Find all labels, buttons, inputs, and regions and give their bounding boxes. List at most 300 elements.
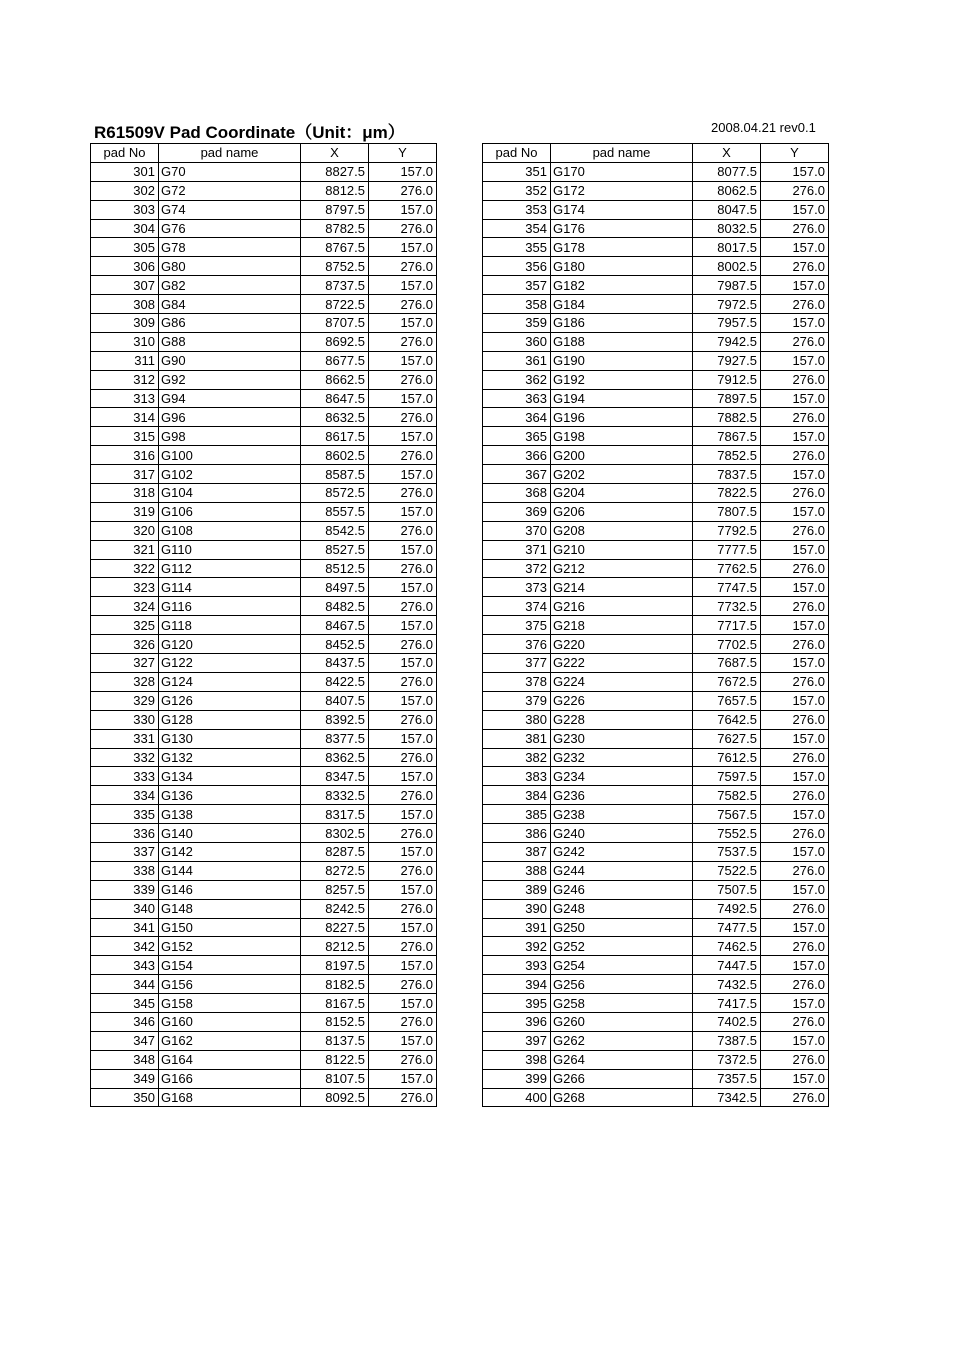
x-coord-cell: 8707.5 (301, 314, 369, 333)
table-row (91, 994, 437, 1013)
table-row (483, 332, 829, 351)
pad-name-cell: G224 (551, 672, 693, 691)
pad-no-cell: 389 (483, 880, 551, 899)
x-coord-cell: 8287.5 (301, 842, 369, 861)
pad-name-cell: G184 (551, 295, 693, 314)
table-row (483, 389, 829, 408)
pad-name-cell: G206 (551, 502, 693, 521)
pad-name-cell: G208 (551, 521, 693, 540)
x-coord-cell: 7882.5 (693, 408, 761, 427)
table-row (483, 994, 829, 1013)
table-row (91, 238, 437, 257)
pad-no-cell: 352 (483, 181, 551, 200)
x-coord-cell: 8812.5 (301, 181, 369, 200)
x-coord-cell: 8722.5 (301, 295, 369, 314)
pad-name-cell: G148 (159, 899, 301, 918)
x-coord-cell: 8092.5 (301, 1088, 369, 1107)
pad-name-cell: G102 (159, 465, 301, 484)
pad-name-cell: G204 (551, 484, 693, 503)
pad-name-cell: G210 (551, 540, 693, 559)
pad-name-cell: G216 (551, 597, 693, 616)
y-coord-cell: 157.0 (761, 540, 829, 559)
pad-no-cell: 326 (91, 635, 159, 654)
x-coord-cell: 7492.5 (693, 899, 761, 918)
table-row (483, 1050, 829, 1069)
pad-no-cell: 333 (91, 767, 159, 786)
y-coord-cell: 157.0 (761, 918, 829, 937)
x-coord-cell: 8497.5 (301, 578, 369, 597)
pad-name-cell: G70 (159, 162, 301, 181)
pad-no-cell: 368 (483, 484, 551, 503)
x-coord-cell: 7462.5 (693, 937, 761, 956)
pad-name-cell: G256 (551, 975, 693, 994)
pad-no-cell: 337 (91, 842, 159, 861)
pad-name-cell: G158 (159, 994, 301, 1013)
x-coord-cell: 8797.5 (301, 200, 369, 219)
x-coord-cell: 7732.5 (693, 597, 761, 616)
table-header-row (483, 144, 829, 163)
table-row (91, 200, 437, 219)
pad-table-left (90, 143, 437, 1107)
x-coord-cell: 7792.5 (693, 521, 761, 540)
x-coord-cell: 8572.5 (301, 484, 369, 503)
pad-name-cell: G240 (551, 824, 693, 843)
pad-no-cell: 330 (91, 710, 159, 729)
pad-no-cell: 382 (483, 748, 551, 767)
y-coord-cell: 276.0 (369, 521, 437, 540)
pad-name-cell: G130 (159, 729, 301, 748)
pad-name-cell: G116 (159, 597, 301, 616)
pad-no-cell: 357 (483, 276, 551, 295)
x-coord-cell: 8512.5 (301, 559, 369, 578)
pad-no-cell: 325 (91, 616, 159, 635)
y-coord-cell: 157.0 (369, 842, 437, 861)
y-coord-cell: 157.0 (369, 880, 437, 899)
table-row (91, 540, 437, 559)
table-row (91, 559, 437, 578)
x-coord-cell: 8077.5 (693, 162, 761, 181)
pad-name-cell: G100 (159, 446, 301, 465)
pad-name-cell: G202 (551, 465, 693, 484)
pad-no-cell: 311 (91, 351, 159, 370)
table-row (483, 937, 829, 956)
table-row (91, 956, 437, 975)
table-row (91, 1088, 437, 1107)
pad-name-cell: G138 (159, 805, 301, 824)
table-row (483, 1012, 829, 1031)
x-coord-cell: 7687.5 (693, 654, 761, 673)
pad-no-cell: 363 (483, 389, 551, 408)
pad-no-cell: 305 (91, 238, 159, 257)
pad-no-cell: 350 (91, 1088, 159, 1107)
y-coord-cell: 276.0 (369, 446, 437, 465)
pad-no-cell: 384 (483, 786, 551, 805)
pad-no-cell: 348 (91, 1050, 159, 1069)
pad-name-cell: G268 (551, 1088, 693, 1107)
y-coord-cell: 157.0 (369, 540, 437, 559)
pad-name-cell: G96 (159, 408, 301, 427)
x-coord-cell: 8167.5 (301, 994, 369, 1013)
y-coord-cell: 276.0 (761, 748, 829, 767)
table-row (91, 842, 437, 861)
pad-name-cell: G194 (551, 389, 693, 408)
pad-name-cell: G262 (551, 1031, 693, 1050)
pad-no-cell: 391 (483, 918, 551, 937)
x-coord-cell: 8527.5 (301, 540, 369, 559)
y-coord-cell: 276.0 (369, 975, 437, 994)
table-row (483, 880, 829, 899)
table-row (91, 1069, 437, 1088)
y-coord-cell: 157.0 (369, 805, 437, 824)
y-coord-cell: 276.0 (369, 1050, 437, 1069)
pad-no-cell: 395 (483, 994, 551, 1013)
x-coord-cell: 8242.5 (301, 899, 369, 918)
y-coord-cell: 276.0 (369, 597, 437, 616)
table-row (91, 162, 437, 181)
table-row (91, 351, 437, 370)
y-coord-cell: 276.0 (761, 635, 829, 654)
y-coord-cell: 276.0 (369, 408, 437, 427)
table-row (483, 786, 829, 805)
x-coord-cell: 7672.5 (693, 672, 761, 691)
pad-no-cell: 372 (483, 559, 551, 578)
pad-name-cell: G106 (159, 502, 301, 521)
x-coord-cell: 8227.5 (301, 918, 369, 937)
y-coord-cell: 157.0 (761, 767, 829, 786)
pad-no-cell: 323 (91, 578, 159, 597)
table-row (91, 578, 437, 597)
pad-name-cell: G170 (551, 162, 693, 181)
pad-no-cell: 316 (91, 446, 159, 465)
revision-date: 2008.04.21 rev0.1 (711, 120, 816, 135)
pad-no-cell: 375 (483, 616, 551, 635)
x-coord-cell: 8737.5 (301, 276, 369, 295)
x-coord-cell: 8002.5 (693, 257, 761, 276)
pad-no-cell: 371 (483, 540, 551, 559)
pad-name-cell: G168 (159, 1088, 301, 1107)
table-row (483, 842, 829, 861)
y-coord-cell: 157.0 (761, 880, 829, 899)
x-coord-cell: 8317.5 (301, 805, 369, 824)
pad-name-cell: G118 (159, 616, 301, 635)
x-coord-cell: 8662.5 (301, 370, 369, 389)
pad-no-cell: 303 (91, 200, 159, 219)
pad-name-cell: G164 (159, 1050, 301, 1069)
pad-no-cell: 345 (91, 994, 159, 1013)
y-coord-cell: 276.0 (761, 219, 829, 238)
pad-name-cell: G146 (159, 880, 301, 899)
x-coord-cell: 7972.5 (693, 295, 761, 314)
pad-no-cell: 320 (91, 521, 159, 540)
pad-name-cell: G248 (551, 899, 693, 918)
pad-no-cell: 379 (483, 691, 551, 710)
pad-no-cell: 378 (483, 672, 551, 691)
x-coord-cell: 7717.5 (693, 616, 761, 635)
table-row (483, 238, 829, 257)
y-coord-cell: 276.0 (761, 899, 829, 918)
y-coord-cell: 157.0 (369, 578, 437, 597)
pad-name-cell: G174 (551, 200, 693, 219)
pad-name-cell: G188 (551, 332, 693, 351)
table-row (483, 219, 829, 238)
pad-name-cell: G172 (551, 181, 693, 200)
pad-name-cell: G254 (551, 956, 693, 975)
pad-no-cell: 314 (91, 408, 159, 427)
page-title: R61509V Pad Coordinate（Unit：μm） (94, 123, 405, 142)
y-coord-cell: 276.0 (369, 295, 437, 314)
x-coord-cell: 7927.5 (693, 351, 761, 370)
y-coord-cell: 276.0 (369, 257, 437, 276)
pad-no-cell: 339 (91, 880, 159, 899)
pad-no-cell: 347 (91, 1031, 159, 1050)
y-coord-cell: 276.0 (761, 332, 829, 351)
pad-no-cell: 343 (91, 956, 159, 975)
table-row (483, 1088, 829, 1107)
y-coord-cell: 157.0 (369, 729, 437, 748)
pad-name-cell: G114 (159, 578, 301, 597)
x-coord-cell: 8392.5 (301, 710, 369, 729)
table-body (483, 162, 829, 1107)
y-coord-cell: 157.0 (369, 389, 437, 408)
pad-name-cell: G176 (551, 219, 693, 238)
y-coord-cell: 157.0 (369, 200, 437, 219)
pad-name-cell: G218 (551, 616, 693, 635)
pad-no-cell: 390 (483, 899, 551, 918)
table-row (483, 672, 829, 691)
table-row (483, 691, 829, 710)
pad-no-cell: 367 (483, 465, 551, 484)
pad-name-cell: G260 (551, 1012, 693, 1031)
x-coord-cell: 8692.5 (301, 332, 369, 351)
x-coord-cell: 7387.5 (693, 1031, 761, 1050)
y-coord-cell: 157.0 (369, 654, 437, 673)
table-row (91, 880, 437, 899)
y-coord-cell: 276.0 (369, 181, 437, 200)
x-coord-cell: 7897.5 (693, 389, 761, 408)
header-y: Y (761, 144, 829, 163)
x-coord-cell: 7522.5 (693, 861, 761, 880)
table-row (483, 597, 829, 616)
x-coord-cell: 7867.5 (693, 427, 761, 446)
table-row (91, 937, 437, 956)
table-row (483, 427, 829, 446)
pad-name-cell: G136 (159, 786, 301, 805)
pad-name-cell: G132 (159, 748, 301, 767)
x-coord-cell: 8257.5 (301, 880, 369, 899)
x-coord-cell: 7432.5 (693, 975, 761, 994)
pad-no-cell: 366 (483, 446, 551, 465)
table-row (483, 635, 829, 654)
table-row (483, 465, 829, 484)
x-coord-cell: 8827.5 (301, 162, 369, 181)
table-row (483, 578, 829, 597)
pad-no-cell: 319 (91, 502, 159, 521)
pad-name-cell: G230 (551, 729, 693, 748)
x-coord-cell: 8677.5 (301, 351, 369, 370)
y-coord-cell: 157.0 (369, 351, 437, 370)
pad-no-cell: 344 (91, 975, 159, 994)
x-coord-cell: 7852.5 (693, 446, 761, 465)
table-row (91, 314, 437, 333)
pad-no-cell: 310 (91, 332, 159, 351)
pad-name-cell: G214 (551, 578, 693, 597)
pad-no-cell: 397 (483, 1031, 551, 1050)
y-coord-cell: 157.0 (761, 956, 829, 975)
pad-no-cell: 355 (483, 238, 551, 257)
x-coord-cell: 8557.5 (301, 502, 369, 521)
pad-name-cell: G144 (159, 861, 301, 880)
pad-name-cell: G236 (551, 786, 693, 805)
pad-name-cell: G84 (159, 295, 301, 314)
pad-no-cell: 315 (91, 427, 159, 446)
pad-no-cell: 309 (91, 314, 159, 333)
y-coord-cell: 276.0 (761, 370, 829, 389)
y-coord-cell: 276.0 (761, 861, 829, 880)
x-coord-cell: 8542.5 (301, 521, 369, 540)
table-row (483, 975, 829, 994)
pad-name-cell: G140 (159, 824, 301, 843)
pad-no-cell: 365 (483, 427, 551, 446)
table-row (483, 956, 829, 975)
pad-name-cell: G134 (159, 767, 301, 786)
header-y: Y (369, 144, 437, 163)
table-row (91, 276, 437, 295)
y-coord-cell: 276.0 (761, 559, 829, 578)
pad-name-cell: G80 (159, 257, 301, 276)
y-coord-cell: 157.0 (761, 616, 829, 635)
table-row (483, 729, 829, 748)
pad-no-cell: 376 (483, 635, 551, 654)
pad-no-cell: 301 (91, 162, 159, 181)
pad-no-cell: 353 (483, 200, 551, 219)
pad-name-cell: G190 (551, 351, 693, 370)
y-coord-cell: 157.0 (761, 578, 829, 597)
pad-no-cell: 364 (483, 408, 551, 427)
table-row (483, 805, 829, 824)
x-coord-cell: 8647.5 (301, 389, 369, 408)
pad-no-cell: 369 (483, 502, 551, 521)
y-coord-cell: 157.0 (761, 1069, 829, 1088)
pad-no-cell: 351 (483, 162, 551, 181)
x-coord-cell: 7582.5 (693, 786, 761, 805)
y-coord-cell: 157.0 (369, 918, 437, 937)
x-coord-cell: 8752.5 (301, 257, 369, 276)
y-coord-cell: 157.0 (761, 427, 829, 446)
pad-name-cell: G222 (551, 654, 693, 673)
pad-name-cell: G200 (551, 446, 693, 465)
pad-no-cell: 385 (483, 805, 551, 824)
y-coord-cell: 157.0 (369, 994, 437, 1013)
x-coord-cell: 7402.5 (693, 1012, 761, 1031)
table-row (483, 616, 829, 635)
pad-no-cell: 338 (91, 861, 159, 880)
y-coord-cell: 276.0 (761, 937, 829, 956)
y-coord-cell: 157.0 (761, 162, 829, 181)
pad-name-cell: G112 (159, 559, 301, 578)
x-coord-cell: 7777.5 (693, 540, 761, 559)
pad-no-cell: 359 (483, 314, 551, 333)
y-coord-cell: 276.0 (369, 484, 437, 503)
pad-name-cell: G266 (551, 1069, 693, 1088)
x-coord-cell: 8182.5 (301, 975, 369, 994)
x-coord-cell: 8347.5 (301, 767, 369, 786)
y-coord-cell: 276.0 (761, 710, 829, 729)
pad-name-cell: G82 (159, 276, 301, 295)
pad-no-cell: 374 (483, 597, 551, 616)
x-coord-cell: 7642.5 (693, 710, 761, 729)
table-row (483, 748, 829, 767)
y-coord-cell: 276.0 (369, 559, 437, 578)
pad-no-cell: 307 (91, 276, 159, 295)
header-x: X (301, 144, 369, 163)
pad-no-cell: 360 (483, 332, 551, 351)
x-coord-cell: 8377.5 (301, 729, 369, 748)
pad-no-cell: 328 (91, 672, 159, 691)
x-coord-cell: 7762.5 (693, 559, 761, 578)
x-coord-cell: 7987.5 (693, 276, 761, 295)
pad-no-cell: 373 (483, 578, 551, 597)
table-row (91, 181, 437, 200)
pad-name-cell: G152 (159, 937, 301, 956)
table-row (483, 162, 829, 181)
x-coord-cell: 8152.5 (301, 1012, 369, 1031)
x-coord-cell: 8407.5 (301, 691, 369, 710)
pad-table-right (482, 143, 829, 1107)
pad-no-cell: 306 (91, 257, 159, 276)
pad-no-cell: 383 (483, 767, 551, 786)
pad-no-cell: 354 (483, 219, 551, 238)
pad-no-cell: 321 (91, 540, 159, 559)
x-coord-cell: 7342.5 (693, 1088, 761, 1107)
y-coord-cell: 276.0 (369, 786, 437, 805)
x-coord-cell: 8767.5 (301, 238, 369, 257)
table-row (91, 672, 437, 691)
table-row (91, 219, 437, 238)
pad-name-cell: G122 (159, 654, 301, 673)
table-row (91, 824, 437, 843)
x-coord-cell: 8632.5 (301, 408, 369, 427)
pad-no-cell: 361 (483, 351, 551, 370)
x-coord-cell: 8062.5 (693, 181, 761, 200)
table-row (483, 1069, 829, 1088)
table-row (483, 314, 829, 333)
y-coord-cell: 276.0 (369, 861, 437, 880)
y-coord-cell: 157.0 (761, 276, 829, 295)
x-coord-cell: 8107.5 (301, 1069, 369, 1088)
pad-no-cell: 313 (91, 389, 159, 408)
x-coord-cell: 7627.5 (693, 729, 761, 748)
y-coord-cell: 276.0 (761, 672, 829, 691)
table-row (91, 729, 437, 748)
pad-name-cell: G124 (159, 672, 301, 691)
pad-no-cell: 393 (483, 956, 551, 975)
y-coord-cell: 276.0 (369, 824, 437, 843)
table-row (483, 540, 829, 559)
table-row (91, 767, 437, 786)
y-coord-cell: 157.0 (761, 465, 829, 484)
pad-no-cell: 380 (483, 710, 551, 729)
table-row (91, 1050, 437, 1069)
pad-name-cell: G178 (551, 238, 693, 257)
x-coord-cell: 7747.5 (693, 578, 761, 597)
x-coord-cell: 8122.5 (301, 1050, 369, 1069)
pad-no-cell: 392 (483, 937, 551, 956)
x-coord-cell: 8422.5 (301, 672, 369, 691)
pad-name-cell: G238 (551, 805, 693, 824)
header-x: X (693, 144, 761, 163)
table-row (91, 257, 437, 276)
pad-no-cell: 332 (91, 748, 159, 767)
